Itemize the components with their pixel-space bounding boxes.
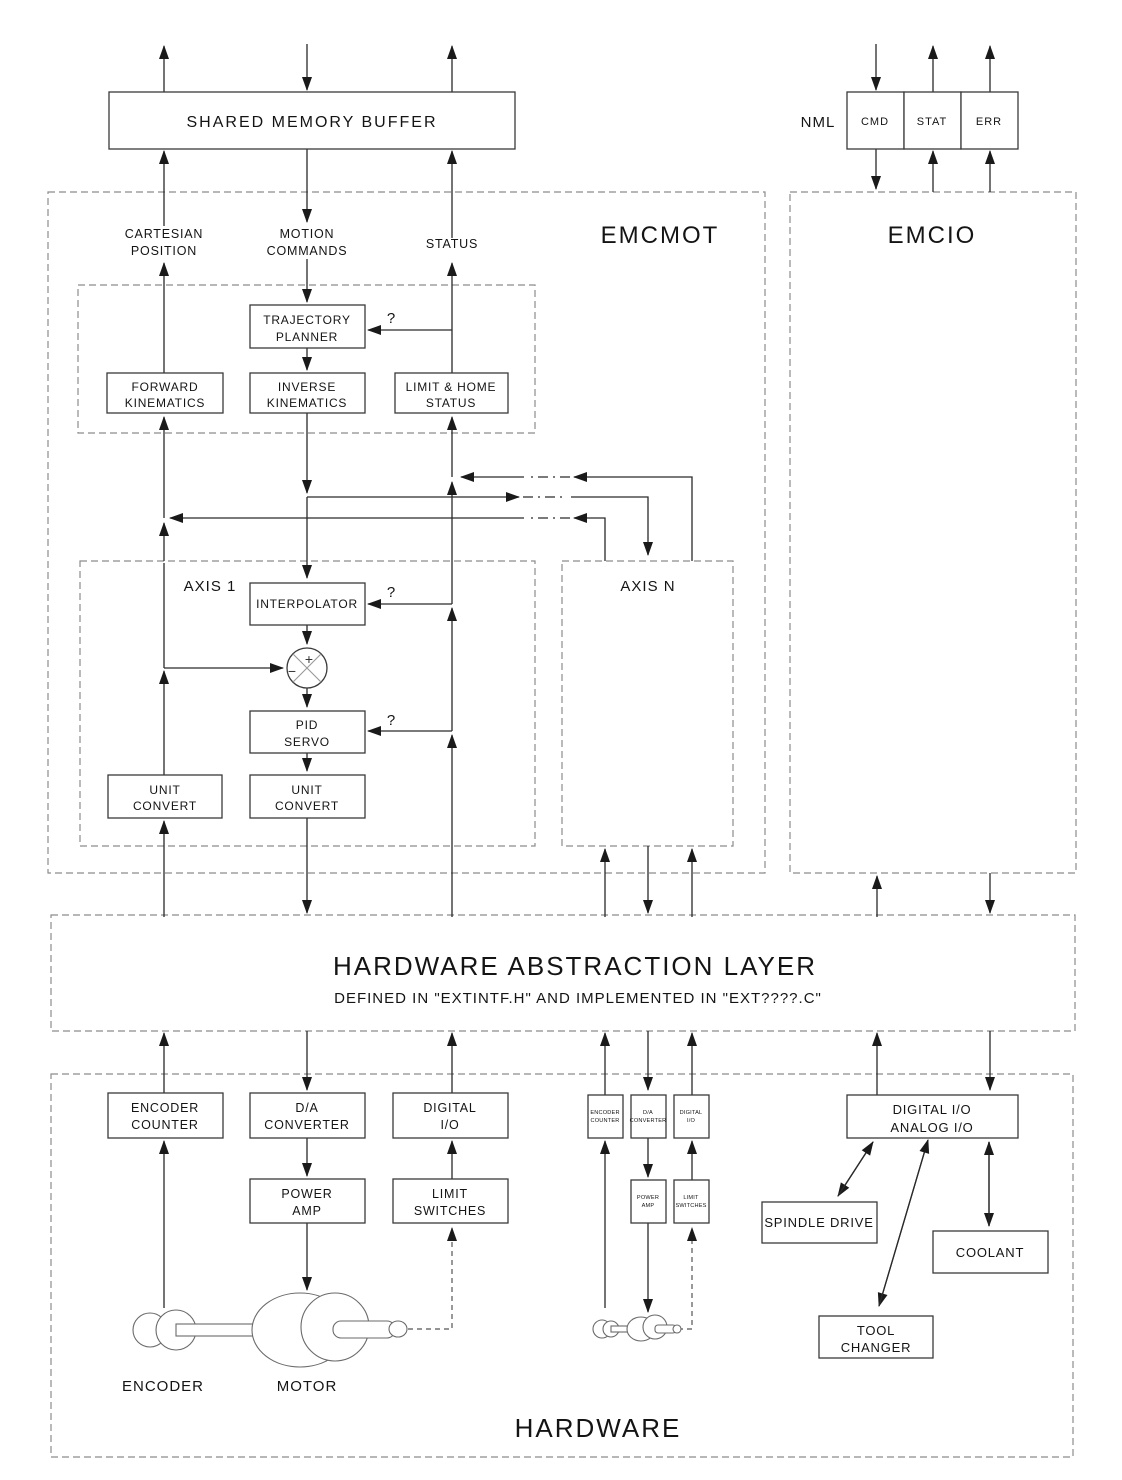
interpolator-label: INTERPOLATOR [256,597,358,611]
motion-to-axisn-line [571,497,648,555]
small-limit-switches-label-2: SWITCHES [675,1203,707,1209]
question-mark-trajectory: ? [386,310,396,327]
small-encoder-counter-label-2: COUNTER [590,1118,620,1124]
question-mark-pid: ? [386,712,396,729]
pid-servo-label-2: SERVO [284,735,330,749]
shared-memory-buffer-label: SHARED MEMORY BUFFER [186,114,438,131]
axisn-title: AXIS N [620,578,676,595]
unit-convert-center-label-1: UNIT [291,783,323,797]
small-da-converter-label-2: CONVERTER [629,1118,667,1124]
emcmot-region [48,192,765,873]
nml-stat-label: STAT [916,116,948,128]
da-converter-label-2: CONVERTER [264,1118,350,1132]
hal-subtitle: DEFINED IN "EXTINTF.H" AND IMPLEMENTED IN "EXT????.C" [334,990,822,1007]
small-power-amp-label-1: POWER [636,1195,660,1201]
tool-changer-label-2: CHANGER [840,1340,912,1355]
inverse-kinematics-label-1: INVERSE [277,380,337,394]
hal-title: HARDWARE ABSTRACTION LAYER [333,951,817,981]
cartesian-from-axisn-line [574,518,605,561]
motor-shaft-end [389,1321,407,1337]
nml-err-label: ERR [975,116,1003,128]
da-converter-label-1: D/A [295,1101,319,1115]
axis1-title: AXIS 1 [183,578,237,595]
emcio-title: EMCIO [887,222,977,249]
coolant-label: COOLANT [955,1245,1025,1260]
small-power-amp-label-2: AMP [641,1203,655,1209]
axisn-region [562,561,733,846]
digital-analog-io-label-1: DIGITAL I/O [892,1102,972,1117]
power-amp-label-1: POWER [281,1187,333,1201]
small-digital-io-label-2: I/O [686,1118,696,1124]
cartesian-position-label-1: CARTESIAN [124,227,204,241]
small-motor-encoder-drawing [593,1315,681,1341]
limit-switches-label-2: SWITCHES [413,1204,487,1218]
limit-home-status-label-1: LIMIT & HOME [405,380,497,394]
encoder-counter-label-2: COUNTER [131,1118,199,1132]
small-da-converter-box [631,1095,666,1138]
digital-io-label-2: I/O [440,1118,460,1132]
summing-plus-sign: + [304,651,314,667]
small-encoder-counter-box [588,1095,623,1138]
small-digital-io-label-1: DIGITAL [679,1110,703,1116]
nml-label: NML [800,114,836,131]
trajectory-planner-label-2: PLANNER [275,330,339,344]
small-da-converter-label-1: D/A [643,1110,653,1116]
hardware-title: HARDWARE [514,1413,682,1443]
forward-kinematics-label-1: FORWARD [131,380,199,394]
encoder-counter-label-1: ENCODER [130,1101,200,1115]
limit-home-status-label-2: STATUS [425,396,477,410]
small-motor-shaft-left [611,1326,629,1332]
spindle-to-digana-arrow [838,1142,873,1196]
tool-to-digana-arrow [879,1140,928,1306]
status-from-axisn-line [574,477,692,561]
unit-convert-left-label-2: CONVERT [132,799,198,813]
cartesian-position-label-2: POSITION [130,244,198,258]
digital-analog-io-label-2: ANALOG I/O [890,1120,974,1135]
encoder-label: ENCODER [121,1378,205,1395]
pid-servo-label-1: PID [295,718,319,732]
digital-io-label-1: DIGITAL [423,1101,477,1115]
motor-to-limitswitch-dashed [408,1228,452,1329]
trajectory-planner-label-1: TRAJECTORY [263,313,351,327]
tool-changer-label-1: TOOL [856,1323,896,1338]
motor-shaft-left [176,1324,253,1336]
motor-shaft-right [333,1321,395,1338]
power-amp-label-2: AMP [292,1204,322,1218]
unit-convert-center-label-2: CONVERT [274,799,340,813]
spindle-drive-label: SPINDLE DRIVE [764,1215,874,1230]
motor-encoder-drawing [133,1293,407,1367]
motion-commands-label-2: COMMANDS [266,244,348,258]
unit-convert-left-label-1: UNIT [149,783,181,797]
small-digital-io-box [674,1095,709,1138]
small-encoder-counter-label-1: ENCODER [590,1110,620,1116]
status-label: STATUS [425,237,479,251]
emcio-region [790,192,1076,873]
motion-commands-label-1: MOTION [279,227,335,241]
emcmot-title: EMCMOT [600,222,720,249]
question-mark-interpolator: ? [386,584,396,601]
small-motor-to-limitswitch-dashed [678,1228,692,1329]
component-boxes [107,92,1048,1358]
summing-minus-sign: − [287,663,297,679]
axis-routing-connectors [164,477,692,578]
nml-cmd-label: CMD [860,116,890,128]
small-limit-switches-label-1: LIMIT [683,1195,699,1201]
limit-switches-label-1: LIMIT [432,1187,468,1201]
forward-kinematics-label-2: KINEMATICS [124,396,206,410]
inverse-kinematics-label-2: KINEMATICS [266,396,348,410]
small-power-amp-box [631,1180,666,1223]
small-motor-shaft-end [673,1325,681,1333]
motor-label: MOTOR [276,1378,338,1395]
small-limit-switches-box [674,1180,709,1223]
